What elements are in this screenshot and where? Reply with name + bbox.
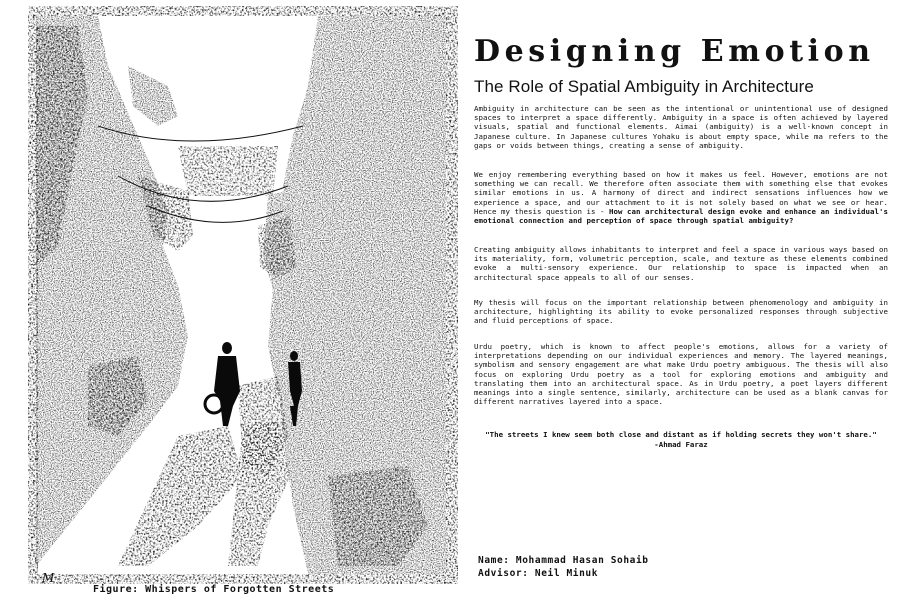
page-title: Designing Emotion bbox=[474, 34, 875, 69]
author-name: Name: Mohammad Hasan Sohaib bbox=[478, 555, 649, 566]
advisor-name: Advisor: Neil Minuk bbox=[478, 567, 599, 579]
thesis-question: How can architectural design evoke and enhance an individual's emotional connection and perception of space through spatial ambiguity? bbox=[474, 206, 888, 226]
paragraph-ambiguity: Ambiguity in architecture can be seen as the intentional or unintentional use of designed spaces to interpret a space differently. Ambiguity in a space is often achieved by layered visuals, spatial and functional elements. Aimai (ambiguity) is a well-known concept in Japanese culture. In Japanese cultures Yohaku is about empty space, while ma refers to the gaps or voids between things, creating a sense of ambiguity. bbox=[474, 104, 888, 150]
page-subtitle: The Role of Spatial Ambiguity in Architecture bbox=[474, 77, 814, 96]
artist-signature: M bbox=[42, 571, 55, 584]
quote-text: "The streets I knew seem both close and distant as if holding secrets they won't share." bbox=[485, 430, 877, 439]
text-column bbox=[474, 30, 888, 449]
paragraph-emotion bbox=[474, 170, 888, 225]
quote-author: -Ahmad Faraz bbox=[654, 439, 708, 449]
paragraph-creating-ambiguity: Creating ambiguity allows inhabitants to interpret and feel a space in various ways based on its materiality, form, volumetric perception, scale, and texture as these elements combined evoke a multi-sensory experience. Our relationship to space is impacted when an architectural space appeals to all of our senses. bbox=[474, 245, 888, 282]
quote-block bbox=[474, 430, 888, 449]
paragraph-emotion-text: We enjoy remembering everything based on how it makes us feel. However, emotions are not something we can recall. We therefore often associate them with something else that evokes similar emotions in us. A harmony of direct and indirect sensations influences how we experience a space, and our attachment to it is not solely based on what we see or hear. Hence my thesis question is - bbox=[474, 170, 888, 216]
street-sketch-figure bbox=[28, 6, 458, 584]
street-sketch-image bbox=[28, 6, 458, 584]
credits bbox=[478, 555, 649, 580]
figure-caption: Figure: Whispers of Forgotten Streets bbox=[93, 584, 335, 595]
paragraph-phenomenology: My thesis will focus on the important relationship between phenomenology and ambiguity in architecture, highlighting its ability to evoke personalized responses through subjective and fluid perceptions of space. bbox=[474, 298, 888, 326]
paragraph-urdu-poetry: Urdu poetry, which is known to affect people's emotions, allows for a variety of interpretations depending on our individual experiences and memory. The layered meanings, symbolism and sensory engagement are what make Urdu poetry ambiguous. The thesis will also focus on exploring Urdu poetry as a tool for exploring emotions and ambiguity and translating them into an architectural space. As in Urdu poetry, a poet layers different meanings into a single sentence, similarly, architecture can be used as a blank canvas for different narratives layered into a space. bbox=[474, 342, 888, 407]
